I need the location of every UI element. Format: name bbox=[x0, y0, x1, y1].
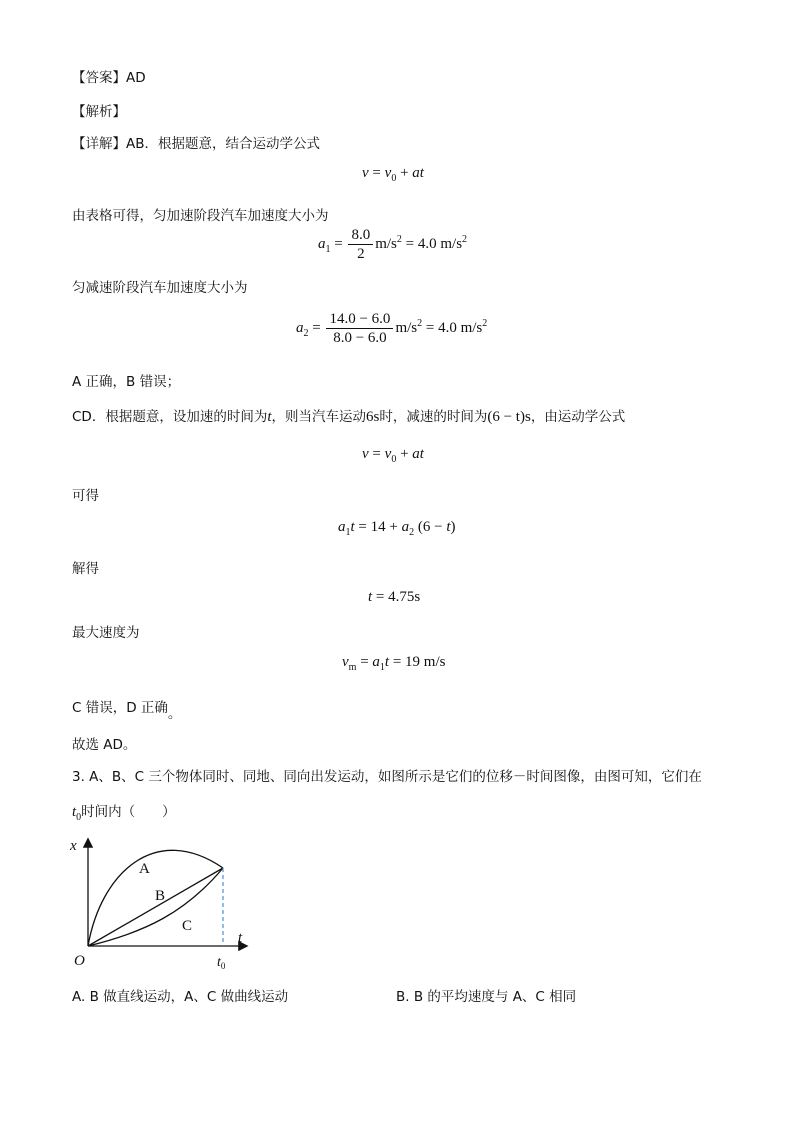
equation-velocity-1: $v = v_0$ + at bbox=[362, 165, 424, 184]
question-3-suffix: 时间内（ ） bbox=[81, 804, 176, 820]
answer-label: 【答案】AD bbox=[72, 70, 146, 86]
text-cd-conclusion bbox=[72, 696, 182, 722]
question-3-line1: 3. A、B、C 三个物体同时、同地、同向出发运动，如图所示是它们的位移－时间图像，由图可知，它们在 bbox=[72, 769, 702, 785]
equation-velocity-2: $v = v_0$ + at bbox=[362, 446, 424, 465]
cd-intro-part3: 时，减速的时间为 bbox=[379, 409, 488, 425]
y-axis-label: x bbox=[70, 838, 77, 854]
text-decel: 匀减速阶段汽车加速度大小为 bbox=[72, 280, 248, 296]
x-axis-label: t bbox=[238, 930, 243, 946]
text-table: 由表格可得，匀加速阶段汽车加速度大小为 bbox=[72, 208, 329, 224]
question-3-line2: $t_0$时间内（ ） bbox=[72, 804, 176, 823]
text-max-speed: 最大速度为 bbox=[72, 625, 140, 641]
curve-a-label: A bbox=[139, 861, 150, 877]
cd-intro-part4: ，由运动学公式 bbox=[530, 409, 626, 425]
text-get: 可得 bbox=[72, 488, 99, 504]
equation-a1: $a_1$ = $\frac{8.0}{2}$ $m/s^2 = 4.0$ $m/s^2$ bbox=[318, 227, 468, 262]
equation-a2: $a_2$ = $\frac{14.0 - 6.0}{8.0 - 6.0}$ $m/s^2 = 4.0$ $m/s^2$ bbox=[296, 311, 488, 346]
line-b bbox=[88, 868, 223, 946]
text-cd-intro bbox=[72, 405, 625, 426]
text-solve: 解得 bbox=[72, 561, 99, 577]
option-a: A. B 做直线运动，A、C 做曲线运动 bbox=[72, 989, 289, 1005]
line-b-label: B bbox=[155, 888, 166, 904]
option-b: B. B 的平均速度与 A、C 相同 bbox=[396, 989, 577, 1005]
time-6s: 6s bbox=[366, 409, 380, 425]
curve-c-label: C bbox=[182, 918, 193, 934]
var-t: t bbox=[267, 409, 272, 425]
cd-intro-part2: ，则当汽车运动 bbox=[271, 409, 366, 425]
equation-t: t = 4.75s bbox=[368, 589, 421, 605]
text-ab-conclusion: A 正确，B 错误； bbox=[72, 374, 181, 390]
equation-vmax: $v_m = a_1t = 19$ m/s bbox=[342, 654, 446, 673]
analysis-label: 【解析】 bbox=[72, 104, 126, 120]
text-choose: 故选 AD。 bbox=[72, 737, 137, 753]
detail-intro: 【详解】AB．根据题意，结合运动学公式 bbox=[72, 136, 320, 152]
cd-intro-part1: CD．根据题意，设加速的时间为 bbox=[72, 409, 268, 425]
cd-conclusion-period: 。 bbox=[167, 706, 182, 722]
displacement-time-graph bbox=[66, 832, 266, 972]
decel-time: (6 − t)s bbox=[487, 409, 531, 425]
cd-conclusion-text: C 错误，D 正确 bbox=[72, 700, 168, 716]
origin-label: O bbox=[74, 953, 85, 969]
equation-a1t: $a_1t = 14 + a_2$ (6 − t) bbox=[338, 519, 456, 538]
t0-label: $t_0$ bbox=[217, 955, 226, 971]
